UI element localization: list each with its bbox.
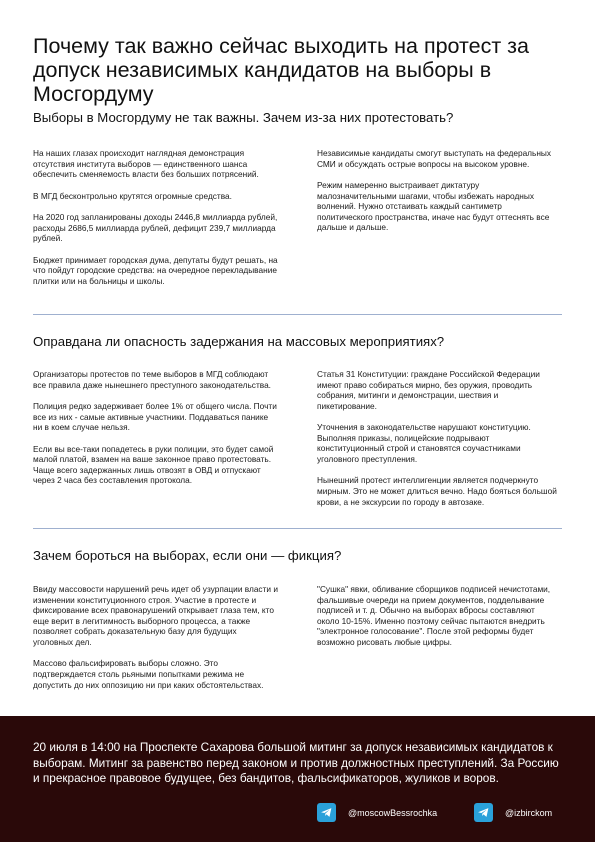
section-heading-elections: Выборы в Мосгордуму не так важны. Зачем из-за них протестовать? <box>33 110 454 125</box>
paragraph: Если вы все-таки попадетесь в руки полиции, это будет самой малой платой, взамен на ваше законное право протестовать. Чаще всего задержанных лишь отвозят в ОВД и отпускают через 2 часа без составления протокола. <box>33 443 274 486</box>
telegram-link-izbirckom[interactable] <box>474 803 552 822</box>
section-divider <box>33 528 562 529</box>
telegram-icon <box>474 803 493 822</box>
section-3-right-column <box>317 584 557 658</box>
footer-banner <box>0 716 595 842</box>
section-heading-fiction: Зачем бороться на выборах, если они — фикция? <box>33 548 342 563</box>
section-2-left-column <box>33 369 278 497</box>
paragraph: На 2020 год запланированы доходы 2446,8 миллиарда рублей, расходы 2686,5 миллиарда рублей, дефицит 239,7 миллиарда рублей. <box>33 211 278 244</box>
paragraph: Режим намеренно выстраивает диктатуру малозначительными шагами, чтобы избежать народных волнений. Нужно отстаивать каждый сантиметр политического пространства, иначе нас будут оттеснять все дальше и дальше. <box>317 179 550 233</box>
section-divider <box>33 314 562 315</box>
paragraph: Статья 31 Конституции: граждане Российской Федерации имеют право собираться мирно, без оружия, проводить собрания, митинги и демонстрации, шествия и пикетирование. <box>317 369 540 411</box>
paragraph: Независимые кандидаты смогут выступать на федеральных СМИ и обсуждать острые вопросы на высоком уровне. <box>317 148 552 169</box>
paragraph: Бюджет принимает городская дума, депутаты будут решать, на что пойдут городские средства: на очередное перекладывание плитки или на больницы и школы. <box>33 254 278 286</box>
paragraph: Полиция редко задерживает более 1% от общего числа. Почти все из них - самые активные участники. Поддаваться панике ни в коем случае нельзя. <box>33 400 277 433</box>
paragraph: На наших глазах происходит наглядная демонстрация отсутствия института выборов — единственного шанса обеспечить сменяемость власти без больших потрясений. <box>33 148 259 180</box>
paragraph: В МГД бесконтрольно крутятся огромные средства. <box>33 190 232 201</box>
paragraph: Ввиду массовости нарушений речь идет об узурпации власти и изменении конституционного строя. Участие в протесте и фиксирование всех правонарушений открывает глаза тем, кто еще верит в легитимность выборного процесса, а также позволяет собрать доказательную базу для будущих уголовных дел. <box>33 584 278 647</box>
telegram-link-moscowbessrochka[interactable] <box>317 803 437 822</box>
page-title: Почему так важно сейчас выходить на протест за допуск независимых кандидатов на выборы в Мосгордуму <box>33 34 529 106</box>
section-heading-detention: Оправдана ли опасность задержания на массовых мероприятиях? <box>33 334 445 349</box>
section-3-left-column <box>33 584 278 701</box>
section-2-right-column <box>317 369 557 518</box>
paragraph: Уточнения в законодательстве нарушают конституцию. Выполняя приказы, полицейские подрывают конституционный строй и становятся соучастниками уголовного преступления. <box>317 422 531 464</box>
telegram-handle: @izbirckom <box>505 807 553 818</box>
paragraph: Организаторы протестов по теме выборов в МГД соблюдают все правила даже нынешнего преступного законодательства. <box>33 369 271 390</box>
paragraph: "Сушка" явки, обливание сборщиков подписей нечистотами, фальшивые очереди на прием документов, подделывание подписей и т. д. Обычно на выборах вбросы составляют около 10-15%. Именно поэтому сейчас пытаются внедрить "электронное голосование". После этой реформы будет возможно рисовать любые цифры. <box>317 584 551 647</box>
paragraph: Массово фальсифировать выборы сложно. Это подтверждается столь рьяными попытками режима не допустить до них оппозицию ни при каких обстоятельствах. <box>33 658 264 690</box>
rally-announcement: 20 июля в 14:00 на Проспекте Сахарова большой митинг за допуск независимых кандидатов к выборам. Митинг за равенство перед законом и против должностных преступлений. За Россию и прекрасное правовое будущее, без бандитов, фальсификаторов, жуликов и воров. <box>33 740 559 785</box>
section-1-right-column <box>317 148 557 244</box>
telegram-handle: @moscowBessrochka <box>348 807 438 818</box>
telegram-icon <box>317 803 336 822</box>
paragraph: Нынешний протест интеллигенции является подчеркнуто мирным. Это не может длиться вечно. Надо бояться большой крови, а не экскурсии по городу в автозаке. <box>317 475 557 507</box>
section-1-left-column <box>33 148 278 297</box>
